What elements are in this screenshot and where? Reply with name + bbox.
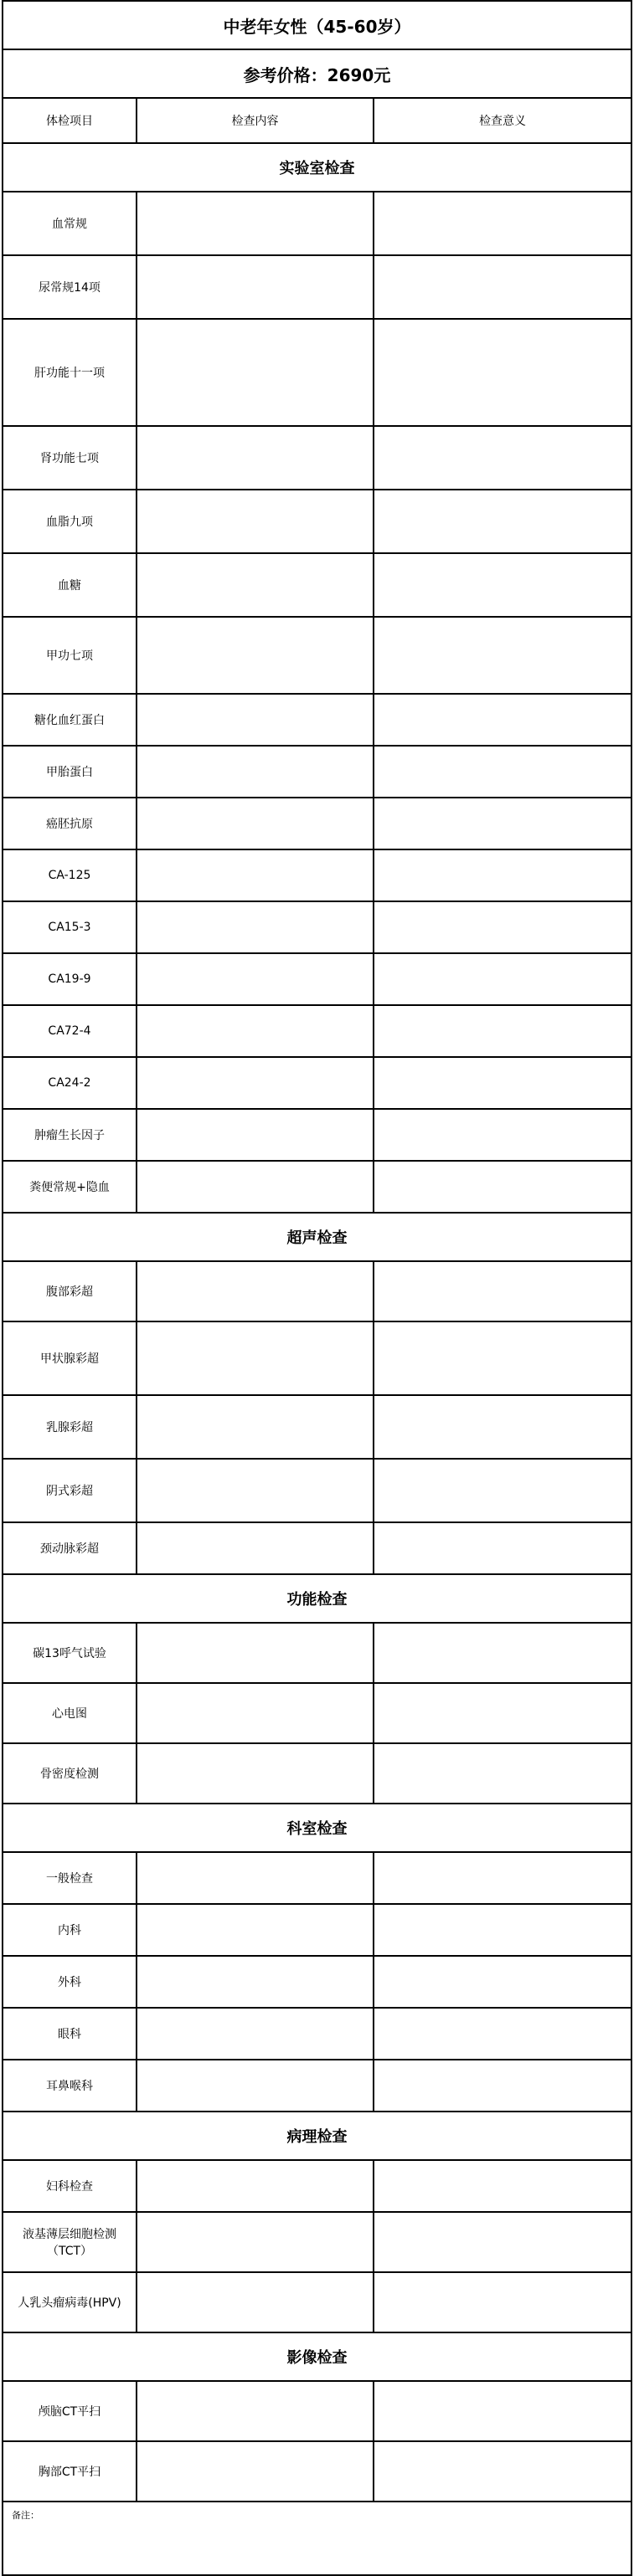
table-row xyxy=(3,695,631,747)
item-name: 眼科 xyxy=(3,2009,137,2059)
item-content xyxy=(137,1322,374,1394)
item-meaning xyxy=(374,1110,631,1160)
item-name: 甲胎蛋白 xyxy=(3,747,137,797)
table-row xyxy=(3,1957,631,2009)
item-meaning xyxy=(374,954,631,1004)
table-row xyxy=(3,1110,631,1162)
item-name: 糖化血红蛋白 xyxy=(3,695,137,745)
item-name: 人乳头瘤病毒(HPV) xyxy=(3,2273,137,2332)
item-meaning xyxy=(374,1905,631,1955)
item-name: 一般检查 xyxy=(3,1853,137,1903)
section-title: 超声检查 xyxy=(3,1214,631,1262)
table-row xyxy=(3,1853,631,1905)
checkup-package-table xyxy=(2,0,632,2576)
table-row xyxy=(3,2060,631,2112)
table-row xyxy=(3,320,631,427)
item-content xyxy=(137,2060,374,2111)
item-content xyxy=(137,1162,374,1212)
item-name: 碳13呼气试验 xyxy=(3,1624,137,1682)
item-content xyxy=(137,2382,374,2440)
item-meaning xyxy=(374,1006,631,1056)
table-row xyxy=(3,2213,631,2273)
item-meaning xyxy=(374,618,631,693)
item-content xyxy=(137,1744,374,1803)
item-name: 外科 xyxy=(3,1957,137,2007)
item-meaning xyxy=(374,490,631,552)
item-content xyxy=(137,695,374,745)
table-row xyxy=(3,2009,631,2060)
item-name: 甲功七项 xyxy=(3,618,137,693)
item-name: 癌胚抗原 xyxy=(3,798,137,849)
item-content xyxy=(137,320,374,425)
item-content xyxy=(137,1523,374,1573)
section-title: 科室检查 xyxy=(3,1804,631,1853)
item-content xyxy=(137,1006,374,1056)
item-content xyxy=(137,1460,374,1521)
item-meaning xyxy=(374,2442,631,2501)
item-content xyxy=(137,1624,374,1682)
item-meaning xyxy=(374,1058,631,1108)
item-meaning xyxy=(374,2161,631,2211)
item-content xyxy=(137,1058,374,1108)
item-meaning xyxy=(374,2273,631,2332)
item-meaning xyxy=(374,1684,631,1742)
item-meaning xyxy=(374,2382,631,2440)
item-meaning xyxy=(374,256,631,318)
item-name: CA24-2 xyxy=(3,1058,137,1108)
item-meaning xyxy=(374,2060,631,2111)
item-name: CA19-9 xyxy=(3,954,137,1004)
item-meaning xyxy=(374,902,631,952)
item-name: 颅脑CT平扫 xyxy=(3,2382,137,2440)
table-row xyxy=(3,2161,631,2213)
table-row xyxy=(3,1744,631,1804)
table-row xyxy=(3,1905,631,1957)
price-label: 参考价格：2690元 xyxy=(3,50,631,99)
header-content: 检查内容 xyxy=(137,99,374,142)
item-meaning xyxy=(374,1744,631,1803)
item-meaning xyxy=(374,747,631,797)
item-meaning xyxy=(374,1322,631,1394)
item-meaning xyxy=(374,1396,631,1458)
item-name: 尿常规14项 xyxy=(3,256,137,318)
table-row xyxy=(3,490,631,554)
item-name: 液基薄层细胞检测（TCT） xyxy=(3,2213,137,2271)
header-item: 体检项目 xyxy=(3,99,137,142)
item-content xyxy=(137,256,374,318)
item-name: 肿瘤生长因子 xyxy=(3,1110,137,1160)
table-row xyxy=(3,1162,631,1214)
table-row xyxy=(3,618,631,695)
table-row xyxy=(3,192,631,256)
table-row xyxy=(3,2442,631,2502)
table-row xyxy=(3,427,631,490)
item-name: 血糖 xyxy=(3,554,137,616)
item-meaning xyxy=(374,1957,631,2007)
item-meaning xyxy=(374,1853,631,1903)
item-name: 胸部CT平扫 xyxy=(3,2442,137,2501)
table-row xyxy=(3,1006,631,1058)
item-content xyxy=(137,554,374,616)
table-row xyxy=(3,850,631,902)
item-content xyxy=(137,1684,374,1742)
item-meaning xyxy=(374,192,631,254)
item-content xyxy=(137,2161,374,2211)
item-meaning xyxy=(374,1523,631,1573)
sections-container xyxy=(3,144,631,2502)
item-name: 内科 xyxy=(3,1905,137,1955)
table-row xyxy=(3,2273,631,2333)
footer-heading: 备注： xyxy=(12,2510,39,2521)
item-content xyxy=(137,427,374,489)
item-name: 骨密度检测 xyxy=(3,1744,137,1803)
item-content xyxy=(137,1957,374,2007)
table-row xyxy=(3,1322,631,1396)
item-content xyxy=(137,1853,374,1903)
item-content xyxy=(137,2273,374,2332)
section-title: 功能检查 xyxy=(3,1575,631,1624)
item-content xyxy=(137,618,374,693)
item-meaning xyxy=(374,320,631,425)
table-row xyxy=(3,554,631,618)
item-meaning xyxy=(374,695,631,745)
item-content xyxy=(137,2442,374,2501)
item-name: CA-125 xyxy=(3,850,137,901)
page-title: 中老年女性（45-60岁） xyxy=(3,2,631,50)
table-row xyxy=(3,1624,631,1684)
item-meaning xyxy=(374,1460,631,1521)
item-name: 阴式彩超 xyxy=(3,1460,137,1521)
item-meaning xyxy=(374,2009,631,2059)
table-row xyxy=(3,1396,631,1460)
table-row xyxy=(3,1460,631,1523)
table-row xyxy=(3,1058,631,1110)
item-content xyxy=(137,490,374,552)
section-title: 实验室检查 xyxy=(3,144,631,192)
item-meaning xyxy=(374,850,631,901)
table-header xyxy=(3,99,631,144)
item-name: 腹部彩超 xyxy=(3,1262,137,1321)
item-name: 耳鼻喉科 xyxy=(3,2060,137,2111)
item-name: 心电图 xyxy=(3,1684,137,1742)
item-name: 甲状腺彩超 xyxy=(3,1322,137,1394)
item-content xyxy=(137,1110,374,1160)
item-name: 乳腺彩超 xyxy=(3,1396,137,1458)
item-content xyxy=(137,2009,374,2059)
item-content xyxy=(137,954,374,1004)
item-name: 妇科检查 xyxy=(3,2161,137,2211)
item-meaning xyxy=(374,1262,631,1321)
table-row xyxy=(3,2382,631,2442)
item-name: 粪便常规+隐血 xyxy=(3,1162,137,1212)
item-name: 血常规 xyxy=(3,192,137,254)
section-title: 影像检查 xyxy=(3,2333,631,2382)
item-name: 肝功能十一项 xyxy=(3,320,137,425)
item-name: 血脂九项 xyxy=(3,490,137,552)
item-content xyxy=(137,1262,374,1321)
item-meaning xyxy=(374,554,631,616)
table-row xyxy=(3,747,631,798)
item-name: 肾功能七项 xyxy=(3,427,137,489)
table-row xyxy=(3,954,631,1006)
item-content xyxy=(137,1396,374,1458)
item-meaning xyxy=(374,427,631,489)
table-row xyxy=(3,902,631,954)
header-meaning: 检查意义 xyxy=(479,115,526,128)
item-meaning xyxy=(374,1162,631,1212)
table-row xyxy=(3,1684,631,1744)
item-meaning xyxy=(374,2213,631,2271)
footer-notes xyxy=(3,2502,631,2574)
item-name: CA15-3 xyxy=(3,902,137,952)
item-name: CA72-4 xyxy=(3,1006,137,1056)
item-content xyxy=(137,192,374,254)
item-meaning xyxy=(374,1624,631,1682)
item-content xyxy=(137,2213,374,2271)
item-content xyxy=(137,1905,374,1955)
item-content xyxy=(137,747,374,797)
item-name: 颈动脉彩超 xyxy=(3,1523,137,1573)
item-content xyxy=(137,902,374,952)
table-row xyxy=(3,1262,631,1322)
item-content xyxy=(137,850,374,901)
section-title: 病理检查 xyxy=(3,2112,631,2161)
item-content xyxy=(137,798,374,849)
table-row xyxy=(3,798,631,850)
item-meaning xyxy=(374,798,631,849)
table-row xyxy=(3,1523,631,1575)
table-row xyxy=(3,256,631,320)
